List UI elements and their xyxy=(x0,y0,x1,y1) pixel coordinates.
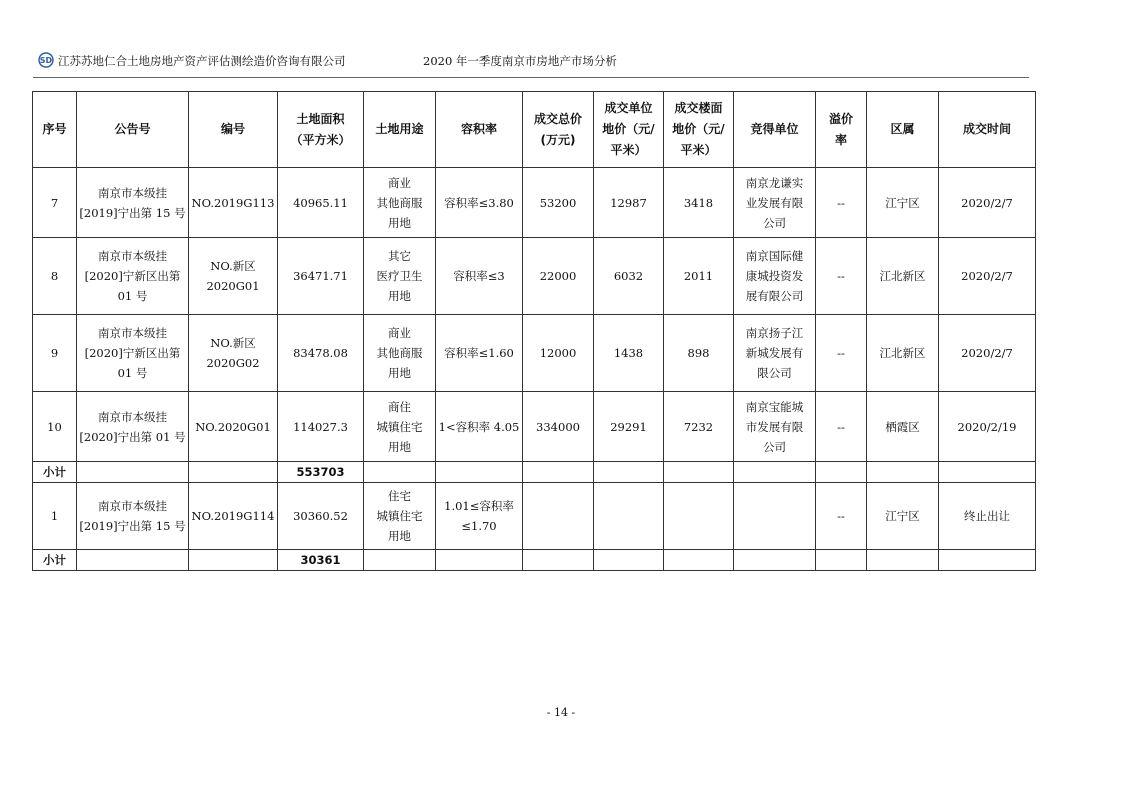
table-row xyxy=(33,315,1036,392)
subtotal-row xyxy=(33,462,1036,483)
far-cell-line: 1<容积率 4.05 xyxy=(438,419,520,434)
empty-cell xyxy=(816,462,867,483)
area-cell: 36471.71 xyxy=(278,238,364,315)
company-name: 江苏苏地仁合土地房地产资产评估测绘造价咨询有限公司 xyxy=(58,54,346,68)
total-price-cell xyxy=(523,483,594,550)
winner-cell-line: 南京国际健 xyxy=(745,249,804,263)
winner-cell xyxy=(734,392,816,462)
empty-cell xyxy=(364,462,436,483)
column-header-line: 溢价 xyxy=(828,111,853,126)
notice-cell xyxy=(77,483,189,550)
winner-cell-line: 市发展有限 xyxy=(745,419,804,434)
column-header xyxy=(939,92,1036,168)
empty-cell xyxy=(436,462,523,483)
seq-cell: 10 xyxy=(33,392,77,462)
subtotal-label: 小计 xyxy=(33,462,77,483)
column-header-line: 平米） xyxy=(680,143,717,157)
column-header-line: 区属 xyxy=(890,122,915,136)
winner-cell-line: 南京宝能城 xyxy=(745,399,804,414)
floor-price-cell: 2011 xyxy=(664,238,734,315)
notice-cell-line: [2020]宁出第 01 号 xyxy=(79,429,186,444)
district-cell: 江宁区 xyxy=(867,483,939,550)
column-header xyxy=(523,92,594,168)
floor-price-cell xyxy=(664,483,734,550)
date-cell: 2020/2/7 xyxy=(939,315,1036,392)
column-header xyxy=(594,92,664,168)
empty-cell xyxy=(734,462,816,483)
empty-cell xyxy=(189,550,278,571)
table-row xyxy=(33,483,1036,550)
land-use-cell-line: 商业 xyxy=(388,326,411,340)
notice-cell xyxy=(77,168,189,238)
land-use-cell-line: 用地 xyxy=(388,366,411,380)
land-use-cell xyxy=(364,483,436,550)
column-header-line: （平方米） xyxy=(290,132,351,147)
column-header xyxy=(278,92,364,168)
notice-cell xyxy=(77,238,189,315)
land-use-cell-line: 城镇住宅 xyxy=(376,419,423,434)
column-header-line: 成交时间 xyxy=(962,122,1011,136)
seq-cell: 1 xyxy=(33,483,77,550)
empty-cell xyxy=(664,550,734,571)
winner-cell xyxy=(734,238,816,315)
column-header xyxy=(867,92,939,168)
far-cell-line: 容积率≤1.60 xyxy=(444,346,514,360)
date-cell: 终止出让 xyxy=(939,483,1036,550)
empty-cell xyxy=(664,462,734,483)
empty-cell xyxy=(939,550,1036,571)
land-use-cell-line: 用地 xyxy=(388,289,411,303)
svg-text:SD: SD xyxy=(39,56,53,66)
district-cell: 栖霞区 xyxy=(867,392,939,462)
column-header-line: 成交单位 xyxy=(604,101,653,115)
column-header xyxy=(816,92,867,168)
code-cell xyxy=(189,238,278,315)
district-cell: 江北新区 xyxy=(867,238,939,315)
column-header xyxy=(189,92,278,168)
unit-price-cell: 1438 xyxy=(594,315,664,392)
code-cell xyxy=(189,483,278,550)
column-header xyxy=(734,92,816,168)
subtotal-label: 小计 xyxy=(33,550,77,571)
column-header-line: 序号 xyxy=(42,122,67,136)
premium-cell: -- xyxy=(816,238,867,315)
date-cell: 2020/2/7 xyxy=(939,238,1036,315)
land-use-cell-line: 用地 xyxy=(388,439,411,454)
area-cell: 40965.11 xyxy=(278,168,364,238)
winner-cell-line: 南京扬子江 xyxy=(745,326,804,340)
total-price-cell: 22000 xyxy=(523,238,594,315)
area-cell: 114027.3 xyxy=(278,392,364,462)
column-header-line: 率 xyxy=(834,132,847,147)
land-use-cell-line: 医疗卫生 xyxy=(376,269,423,283)
far-cell xyxy=(436,315,523,392)
land-use-cell-line: 其它 xyxy=(388,249,411,263)
column-header-line: 成交总价 xyxy=(533,111,582,126)
total-price-cell: 53200 xyxy=(523,168,594,238)
empty-cell xyxy=(816,550,867,571)
land-use-cell-line: 用地 xyxy=(388,529,411,543)
district-cell: 江北新区 xyxy=(867,315,939,392)
column-header-line: 竞得单位 xyxy=(750,122,799,136)
winner-cell xyxy=(734,168,816,238)
land-use-cell-line: 其他商服 xyxy=(376,346,423,360)
code-cell-line: 2020G02 xyxy=(206,356,260,370)
premium-cell: -- xyxy=(816,483,867,550)
seq-cell: 8 xyxy=(33,238,77,315)
notice-cell-line: [2020]宁新区出第 xyxy=(84,346,181,360)
floor-price-cell: 898 xyxy=(664,315,734,392)
column-header-line: 成交楼面 xyxy=(674,101,723,115)
land-use-cell-line: 商业 xyxy=(388,175,411,190)
notice-cell-line: [2019]宁出第 15 号 xyxy=(79,519,186,533)
column-header-line: 土地用途 xyxy=(375,122,424,136)
winner-cell xyxy=(734,483,816,550)
land-use-cell xyxy=(364,315,436,392)
far-cell xyxy=(436,483,523,550)
winner-cell-line: 新城发展有 xyxy=(745,346,804,360)
seq-cell: 9 xyxy=(33,315,77,392)
land-use-cell-line: 住宅 xyxy=(388,489,411,503)
land-use-cell-line: 城镇住宅 xyxy=(376,509,423,523)
notice-cell-line: [2020]宁新区出第 xyxy=(84,269,181,283)
empty-cell xyxy=(436,550,523,571)
empty-cell xyxy=(939,462,1036,483)
table-row xyxy=(33,392,1036,462)
column-header xyxy=(436,92,523,168)
far-cell-line: 1.01≤容积率 xyxy=(444,499,514,513)
land-use-cell xyxy=(364,238,436,315)
far-cell xyxy=(436,392,523,462)
winner-cell-line: 康城投资发 xyxy=(745,269,804,283)
notice-cell-line: 南京市本级挂 xyxy=(98,185,167,200)
page-header xyxy=(38,50,1028,72)
notice-cell-line: 01 号 xyxy=(117,289,148,303)
column-header-line: 地价（元/ xyxy=(672,122,725,136)
code-cell-line: NO.2020G01 xyxy=(195,419,271,434)
winner-cell-line: 公司 xyxy=(763,439,786,454)
empty-cell xyxy=(594,462,664,483)
far-cell-line: 容积率≤3.80 xyxy=(444,195,514,210)
winner-cell-line: 业发展有限 xyxy=(745,195,804,210)
district-cell: 江宁区 xyxy=(867,168,939,238)
floor-price-cell: 7232 xyxy=(664,392,734,462)
code-cell xyxy=(189,392,278,462)
area-cell: 83478.08 xyxy=(278,315,364,392)
empty-cell xyxy=(867,462,939,483)
empty-cell xyxy=(77,462,189,483)
premium-cell: -- xyxy=(816,315,867,392)
winner-cell-line: 限公司 xyxy=(757,366,792,380)
page-number: - 14 - xyxy=(546,706,576,719)
table-header-row xyxy=(33,92,1036,168)
winner-cell xyxy=(734,315,816,392)
empty-cell xyxy=(867,550,939,571)
far-cell xyxy=(436,168,523,238)
column-header-line: 容积率 xyxy=(460,122,497,136)
far-cell-line: ≤1.70 xyxy=(461,519,497,533)
empty-cell xyxy=(594,550,664,571)
date-cell: 2020/2/19 xyxy=(939,392,1036,462)
notice-cell-line: 南京市本级挂 xyxy=(98,499,167,513)
notice-cell-line: 南京市本级挂 xyxy=(98,326,167,340)
column-header xyxy=(77,92,189,168)
winner-cell-line: 展有限公司 xyxy=(745,289,804,303)
unit-price-cell: 12987 xyxy=(594,168,664,238)
empty-cell xyxy=(189,462,278,483)
empty-cell xyxy=(523,462,594,483)
column-header-line: 土地面积 xyxy=(296,111,345,126)
unit-price-cell: 6032 xyxy=(594,238,664,315)
company-logo-icon xyxy=(38,52,54,68)
winner-cell-line: 南京龙谦实 xyxy=(745,175,804,190)
column-header xyxy=(664,92,734,168)
code-cell-line: NO.2019G114 xyxy=(191,509,275,523)
table-row xyxy=(33,168,1036,238)
header-divider xyxy=(33,77,1029,78)
notice-cell-line: 南京市本级挂 xyxy=(98,409,167,424)
notice-cell-line: 南京市本级挂 xyxy=(98,249,167,263)
report-title: 2020 年一季度南京市房地产市场分析 xyxy=(423,54,617,68)
winner-cell-line: 公司 xyxy=(763,215,786,230)
empty-cell xyxy=(364,550,436,571)
total-price-cell: 334000 xyxy=(523,392,594,462)
column-header-line: 编号 xyxy=(220,122,245,136)
far-cell-line: 容积率≤3 xyxy=(453,269,505,283)
land-use-cell-line: 用地 xyxy=(388,215,411,230)
code-cell-line: NO.新区 xyxy=(210,336,256,350)
land-use-cell xyxy=(364,392,436,462)
column-header-line: 平米） xyxy=(610,143,647,157)
premium-cell: -- xyxy=(816,168,867,238)
date-cell: 2020/2/7 xyxy=(939,168,1036,238)
column-header xyxy=(33,92,77,168)
land-transaction-table xyxy=(32,91,1036,571)
code-cell xyxy=(189,168,278,238)
column-header-line: 公告号 xyxy=(114,122,151,136)
notice-cell-line: [2019]宁出第 15 号 xyxy=(79,205,186,220)
notice-cell-line: 01 号 xyxy=(117,366,148,380)
land-use-cell-line: 其他商服 xyxy=(376,195,423,210)
subtotal-area: 553703 xyxy=(278,462,364,483)
unit-price-cell: 29291 xyxy=(594,392,664,462)
notice-cell xyxy=(77,392,189,462)
unit-price-cell xyxy=(594,483,664,550)
far-cell xyxy=(436,238,523,315)
land-use-cell xyxy=(364,168,436,238)
total-price-cell: 12000 xyxy=(523,315,594,392)
seq-cell: 7 xyxy=(33,168,77,238)
column-header-line: 地价（元/ xyxy=(602,122,655,136)
table-row xyxy=(33,238,1036,315)
premium-cell: -- xyxy=(816,392,867,462)
subtotal-area: 30361 xyxy=(278,550,364,571)
empty-cell xyxy=(77,550,189,571)
area-cell: 30360.52 xyxy=(278,483,364,550)
land-use-cell-line: 商住 xyxy=(388,399,411,414)
code-cell xyxy=(189,315,278,392)
empty-cell xyxy=(734,550,816,571)
empty-cell xyxy=(523,550,594,571)
column-header-line: (万元) xyxy=(540,132,576,147)
code-cell-line: 2020G01 xyxy=(206,279,260,293)
column-header xyxy=(364,92,436,168)
floor-price-cell: 3418 xyxy=(664,168,734,238)
code-cell-line: NO.2019G113 xyxy=(191,195,275,210)
notice-cell xyxy=(77,315,189,392)
subtotal-row xyxy=(33,550,1036,571)
code-cell-line: NO.新区 xyxy=(210,259,256,273)
